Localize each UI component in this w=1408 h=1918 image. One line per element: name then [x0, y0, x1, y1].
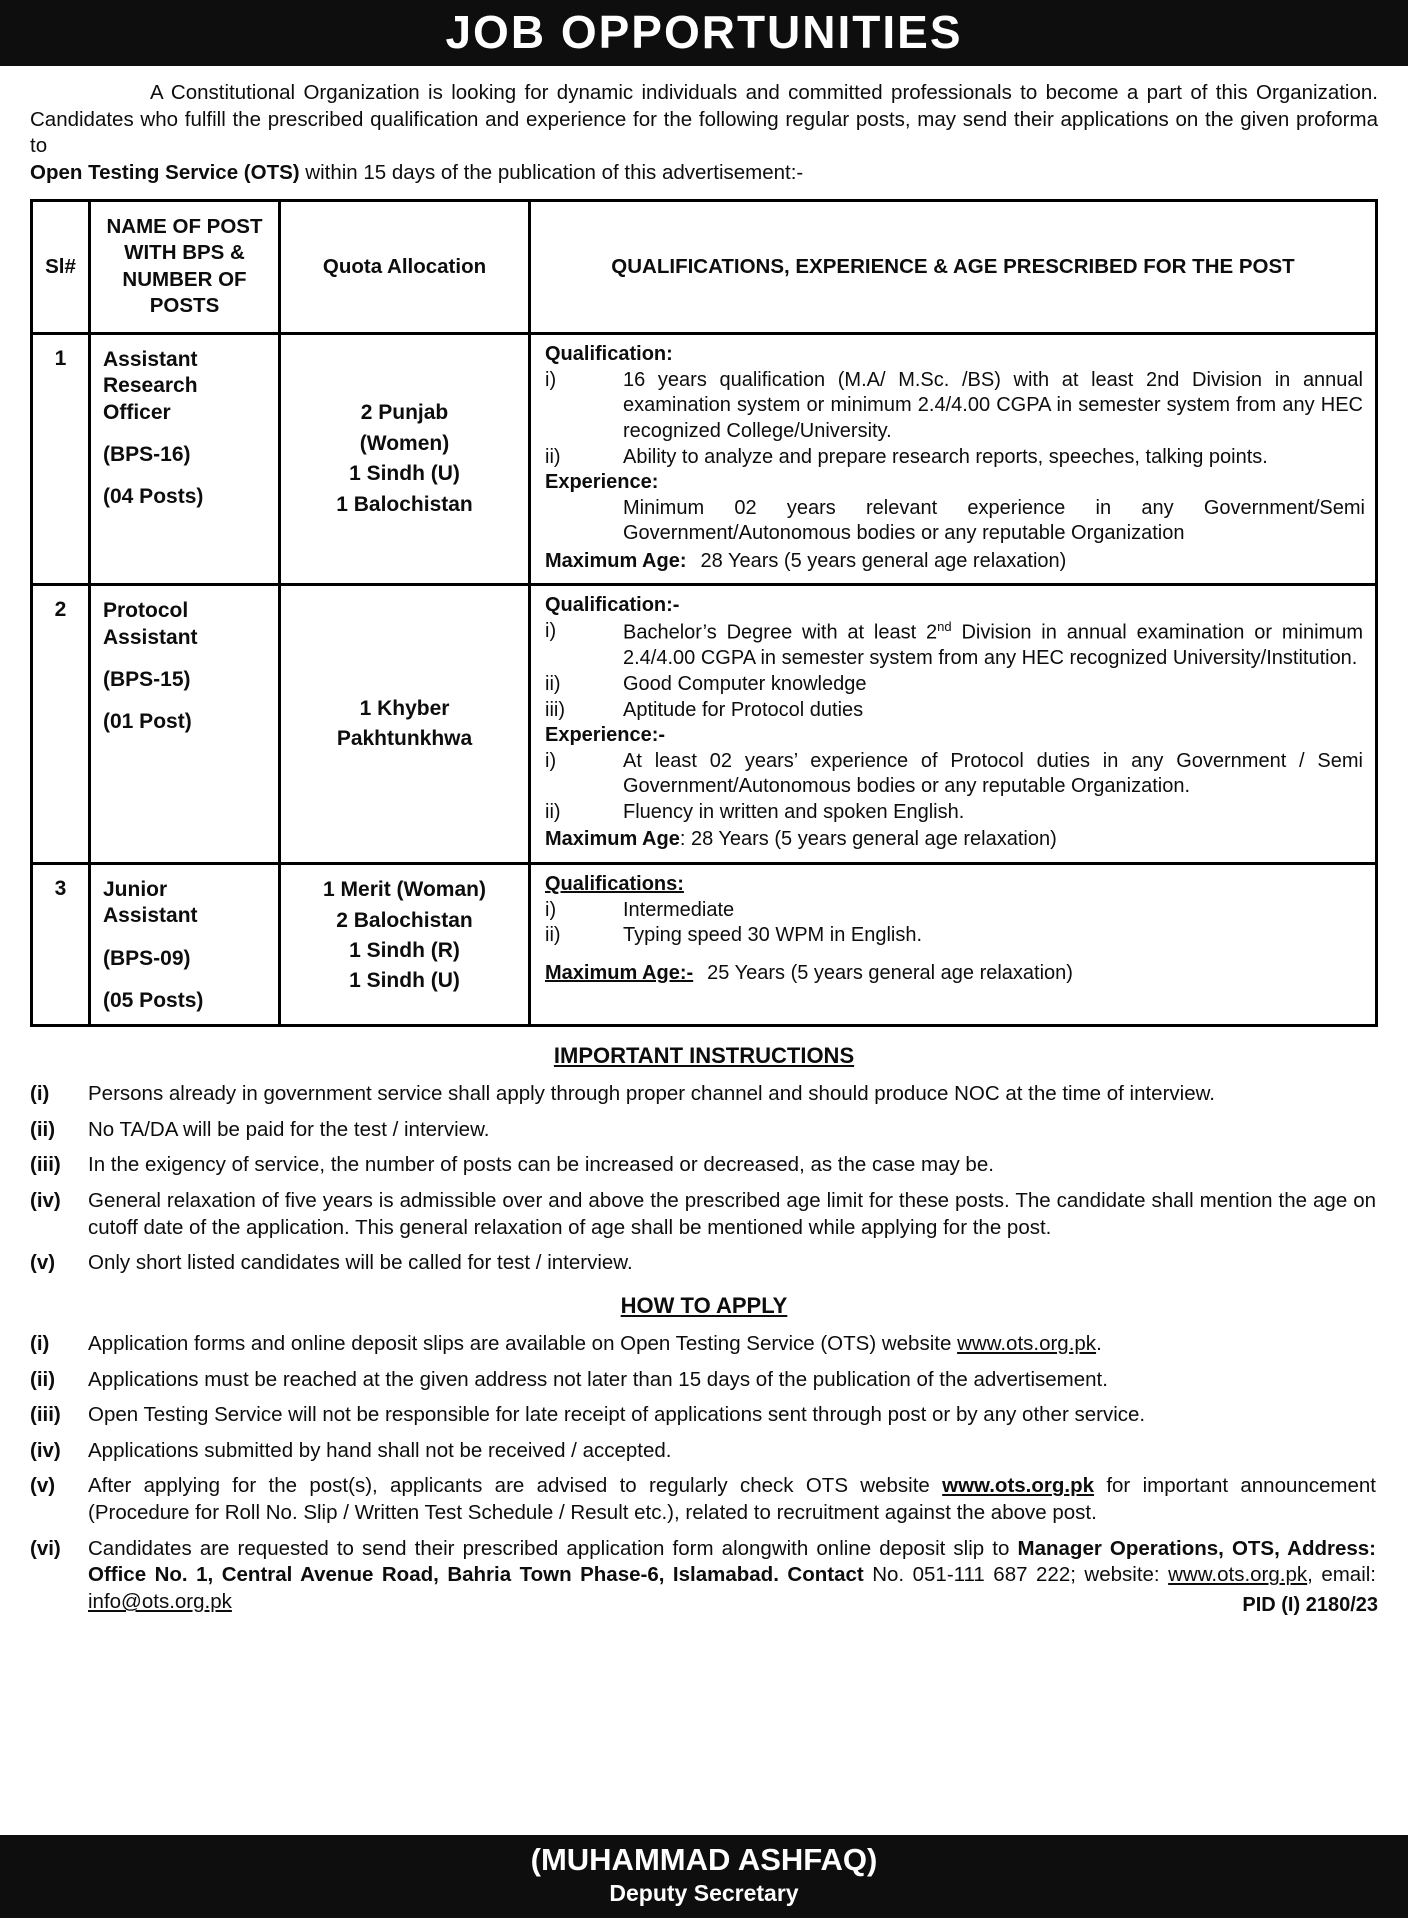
- pid-number: PID (I) 2180/23: [1242, 1593, 1378, 1616]
- post-name-line: Officer: [103, 400, 171, 424]
- apply-text-segment: After applying for the post(s), applicants are advised to regularly check OTS website: [88, 1474, 943, 1498]
- qualification-item: [545, 923, 1365, 949]
- apply-text-segment: .: [1096, 1331, 1102, 1355]
- quota-line: 2 Punjab: [360, 401, 449, 425]
- instruction-text: General relaxation of five years is admissible over and above the prescribed age limit for these posts. The candidate shall mention the age on cutoff date of the application. This general relaxation of age shall be mentioned while applying for the post.: [88, 1188, 1376, 1239]
- details-cell: [530, 334, 1377, 585]
- contact-label-bold: Contact: [778, 1563, 864, 1587]
- instruction-item: [30, 1188, 1378, 1241]
- instruction-number: (v): [30, 1251, 56, 1275]
- apply-text-segment: Application forms and online deposit slips are available on Open Testing Service (OTS) website: [88, 1331, 958, 1355]
- apply-text-segment: , email:: [1307, 1563, 1377, 1587]
- qualification-item: [545, 445, 1365, 471]
- serial-number: 2: [32, 585, 90, 864]
- item-number: i): [545, 620, 557, 643]
- how-to-apply-heading: HOW TO APPLY: [620, 1292, 788, 1318]
- intro-text-2: within 15 days of the publication of this advertisement:-: [299, 160, 804, 184]
- apply-text-segment: No. 051-111 687 222; website:: [863, 1563, 1169, 1587]
- apply-item-text: Applications must be reached at the given address not later than 15 days of the publication of the advertisement.: [88, 1367, 1108, 1391]
- post-bps: (BPS-15): [103, 667, 191, 691]
- apply-text-segment: for important announcement (Procedure for Roll No. Slip / Written Test Schedule / Result etc.), related to recruitment against the above post.: [88, 1474, 1376, 1525]
- apply-item-number: (i): [30, 1331, 50, 1355]
- post-count: (05 Posts): [103, 988, 204, 1012]
- experience-heading: Experience:-: [545, 724, 666, 747]
- apply-item-number: (vi): [30, 1536, 61, 1560]
- important-instructions-list: [30, 1081, 1378, 1277]
- item-text: Intermediate: [623, 898, 735, 921]
- post-count: (04 Posts): [103, 485, 204, 509]
- ots-email-link[interactable]: info@ots.org.pk: [88, 1590, 232, 1614]
- max-age-line: [545, 961, 1365, 987]
- item-text: Fluency in written and spoken English.: [623, 800, 965, 823]
- signature-bar: [0, 1835, 1408, 1918]
- col-header-post: NAME OF POST WITH BPS & NUMBER OF POSTS: [90, 200, 280, 334]
- quota-cell: [280, 864, 530, 1026]
- col-header-details: QUALIFICATIONS, EXPERIENCE & AGE PRESCRIBED FOR THE POST: [530, 200, 1377, 334]
- table-row: [32, 864, 1377, 1026]
- qualification-item: [545, 698, 1365, 724]
- signatory-name: (MUHAMMAD ASHFAQ): [530, 1842, 878, 1877]
- serial-number: 1: [32, 334, 90, 585]
- post-name-line: Assistant: [103, 904, 198, 928]
- ots-website-link[interactable]: www.ots.org.pk: [942, 1474, 1095, 1498]
- table-row: [32, 585, 1377, 864]
- quota-line: 1 Sindh (R): [349, 938, 460, 962]
- max-age-label: Maximum Age: [545, 828, 680, 851]
- item-number: ii): [545, 445, 561, 468]
- intro-ots-bold: Open Testing Service (OTS): [30, 160, 300, 184]
- item-number: ii): [545, 672, 561, 695]
- post-name-cell: [90, 334, 280, 585]
- serial-number: 3: [32, 864, 90, 1026]
- quota-line: 1 Khyber: [359, 696, 450, 720]
- instruction-number: (iv): [30, 1188, 61, 1212]
- quota-line: 1 Balochistan: [336, 492, 473, 516]
- ots-website-link[interactable]: www.ots.org.pk: [957, 1331, 1097, 1355]
- signatory-title: Deputy Secretary: [609, 1880, 799, 1906]
- qualification-item: [545, 368, 1365, 445]
- col-header-sl: Sl#: [32, 200, 90, 334]
- posts-table: [30, 199, 1378, 1028]
- experience-paragraph: Minimum 02 years relevant experience in any Government/Semi Government/Autonomous bodies or any reputable Organization: [623, 496, 1365, 545]
- details-cell: [530, 864, 1377, 1026]
- qualification-heading: Qualifications:: [545, 873, 684, 896]
- item-number: ii): [545, 800, 561, 823]
- post-name-cell: [90, 864, 280, 1026]
- apply-item: [30, 1438, 1378, 1465]
- item-number: i): [545, 749, 557, 772]
- apply-item-number: (iii): [30, 1403, 61, 1427]
- post-count: (01 Post): [103, 710, 192, 734]
- experience-heading: Experience:: [545, 471, 659, 494]
- qualification-heading: Qualification:: [545, 343, 673, 366]
- experience-item: [545, 800, 1365, 826]
- post-bps: (BPS-09): [103, 946, 191, 970]
- apply-item-text: [88, 1473, 1378, 1526]
- item-number: i): [545, 898, 557, 921]
- item-text: Good Computer knowledge: [623, 672, 867, 695]
- quota-cell: [280, 585, 530, 864]
- quota-cell: [280, 334, 530, 585]
- max-age-label: Maximum Age:: [545, 549, 687, 572]
- apply-item: [30, 1473, 1378, 1526]
- post-bps: (BPS-16): [103, 442, 191, 466]
- apply-item-text: [88, 1536, 1378, 1616]
- experience-item: [545, 749, 1365, 800]
- item-text: 16 years qualification (M.A/ M.Sc. /BS) with at least 2nd Division in annual examination system or minimum 2.4/4.00 CGPA in semester system from any HEC recognized College/University.: [623, 368, 1363, 442]
- instruction-number: (ii): [30, 1117, 56, 1141]
- table-header-row: [32, 200, 1377, 334]
- apply-item: [30, 1402, 1378, 1429]
- instruction-text: Persons already in government service shall apply through proper channel and should produce NOC at the time of interview.: [88, 1082, 1215, 1106]
- post-name-line: Research: [103, 374, 198, 398]
- qualification-item: [545, 672, 1365, 698]
- quota-line: Pakhtunkhwa: [336, 727, 473, 751]
- max-age-label: Maximum Age:-: [545, 961, 694, 984]
- item-text: Ability to analyze and prepare research reports, speeches, talking points.: [623, 445, 1268, 468]
- apply-item: [30, 1536, 1378, 1616]
- details-cell: [530, 585, 1377, 864]
- apply-item-number: (v): [30, 1474, 56, 1498]
- post-name-line: Assistant: [103, 625, 198, 649]
- quota-line: (Women): [359, 431, 450, 455]
- apply-item: [30, 1331, 1378, 1358]
- instruction-item: [30, 1081, 1378, 1108]
- item-text-segment: Bachelor’s Degree with at least 2: [623, 621, 938, 644]
- ots-website-link[interactable]: www.ots.org.pk: [1168, 1563, 1308, 1587]
- quota-line: 1 Sindh (U): [349, 462, 460, 486]
- max-age-value: 25 Years (5 years general age relaxation): [707, 961, 1073, 984]
- table-row: [32, 334, 1377, 585]
- apply-item-text: [88, 1331, 1378, 1358]
- title-bar: [0, 0, 1408, 66]
- how-to-apply-list: [30, 1331, 1378, 1616]
- apply-item-text: Applications submitted by hand shall not be received / accepted.: [88, 1438, 672, 1462]
- item-text: At least 02 years’ experience of Protocol duties in any Government / Semi Government/Autonomous bodies or any reputable Organization.: [623, 749, 1363, 798]
- intro-text-1: A Constitutional Organization is looking for dynamic individuals and committed professionals to become a part of this Organization. Candidates who fulfill the prescribed qualification and experience for the following regular posts, may send their applications on the given proforma to: [30, 81, 1378, 158]
- item-number: ii): [545, 924, 561, 947]
- quota-line: 1 Merit (Woman): [323, 878, 486, 902]
- qualification-heading: Qualification:-: [545, 594, 680, 617]
- post-name-line: Assistant: [103, 348, 198, 372]
- max-age-value: 28 Years (5 years general age relaxation): [700, 549, 1067, 572]
- item-text: [623, 619, 1365, 672]
- apply-item-text: Open Testing Service will not be responsible for late receipt of applications sent through post or by any other service.: [88, 1403, 1146, 1427]
- instruction-text: No TA/DA will be paid for the test / interview.: [88, 1117, 490, 1141]
- instruction-number: (iii): [30, 1153, 61, 1177]
- max-age-line: [545, 549, 1365, 575]
- item-text-segment: Division in annual examination or minimum 2.4/4.00 CGPA in semester system from any HEC recognized University/Institution.: [623, 621, 1363, 670]
- apply-text-segment: Candidates are requested to send their prescribed application form alongwith online deposit slip to: [88, 1536, 1018, 1560]
- max-age-value: : 28 Years (5 years general age relaxation): [679, 828, 1057, 851]
- instruction-text: In the exigency of service, the number of posts can be increased or decreased, as the case may be.: [88, 1153, 994, 1177]
- advertisement-body: [0, 66, 1408, 1821]
- quota-line: 1 Sindh (U): [349, 969, 460, 993]
- instruction-item: [30, 1117, 1378, 1144]
- ots-address-bold: Manager Operations, OTS, Address: Office No. 1, Central Avenue Road, Bahria Town Phase-6, Islamabad.: [88, 1536, 1376, 1587]
- quota-line: 2 Balochistan: [336, 908, 473, 932]
- apply-item: [30, 1367, 1378, 1394]
- col-header-quota: Quota Allocation: [280, 200, 530, 334]
- apply-item-number: (ii): [30, 1367, 56, 1391]
- item-text: Aptitude for Protocol duties: [623, 698, 864, 721]
- instruction-item: [30, 1152, 1378, 1179]
- important-instructions-heading: IMPORTANT INSTRUCTIONS: [553, 1043, 855, 1069]
- qualification-item: [545, 898, 1365, 924]
- post-name-line: Protocol: [103, 599, 189, 623]
- instruction-text: Only short listed candidates will be called for test / interview.: [88, 1251, 633, 1275]
- instruction-number: (i): [30, 1082, 50, 1106]
- post-name-line: Junior: [103, 878, 168, 902]
- max-age-line: [545, 827, 1365, 853]
- item-number: i): [545, 368, 557, 391]
- item-number: iii): [545, 698, 565, 721]
- ordinal-suffix: nd: [937, 619, 952, 635]
- instruction-item: [30, 1250, 1378, 1277]
- intro-paragraph: [30, 80, 1378, 187]
- post-name-cell: [90, 585, 280, 864]
- page-title: JOB OPPORTUNITIES: [445, 6, 963, 58]
- apply-item-number: (iv): [30, 1438, 61, 1462]
- item-text: Typing speed 30 WPM in English.: [623, 924, 923, 947]
- qualification-item: [545, 619, 1365, 672]
